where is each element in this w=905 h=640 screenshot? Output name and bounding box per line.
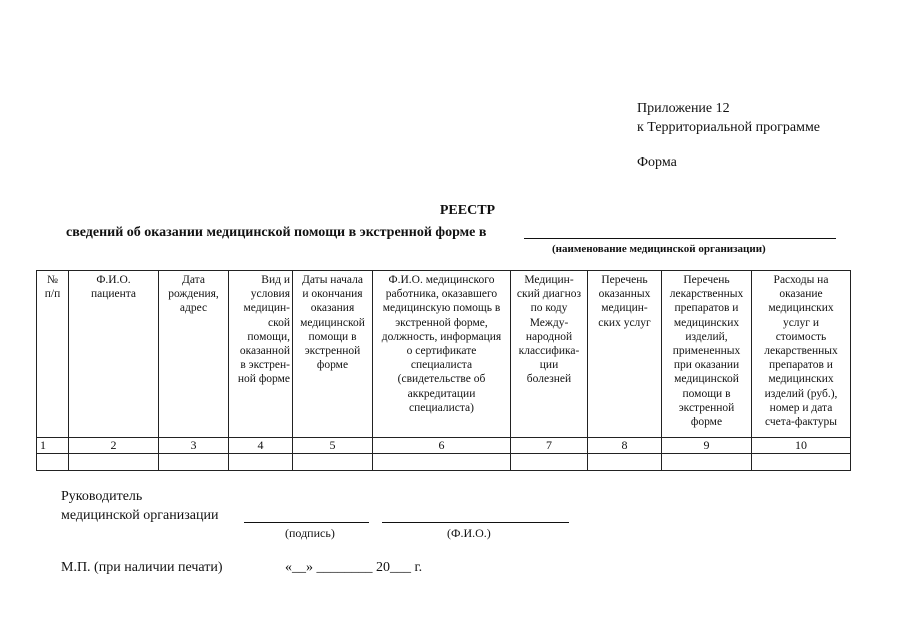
header-text-line: экстренной xyxy=(304,345,361,358)
header-text-line: форме xyxy=(316,359,349,372)
header-text-line: изделий, xyxy=(685,330,728,343)
empty-cell xyxy=(293,454,373,471)
header-text-line: медицин- xyxy=(601,302,648,315)
header-text-line: лекарственных xyxy=(669,288,744,301)
header-text-line: помощи в xyxy=(682,387,731,400)
empty-cell xyxy=(662,454,752,471)
header-text-line: Медицин- xyxy=(524,274,574,286)
fio-blank xyxy=(382,522,569,523)
header-text-line: работника, оказавшего xyxy=(385,288,498,301)
header-text-line: оказанных xyxy=(598,288,651,301)
header-text-line: форме xyxy=(690,416,723,429)
header-text-line: по коду xyxy=(530,302,568,315)
header-text-line: Расходы на xyxy=(773,274,829,286)
header-cell xyxy=(69,271,159,438)
header-text-line: Перечень xyxy=(683,274,730,286)
fio-caption: (Ф.И.О.) xyxy=(447,526,491,540)
header-text-line: народной xyxy=(525,330,573,343)
header-text-line: медицинских xyxy=(768,302,834,315)
header-text-line: рождения, xyxy=(168,288,219,301)
header-text-line: классифика- xyxy=(518,345,580,358)
header-text-line: помощи, xyxy=(247,330,290,343)
header-text-line: ции xyxy=(539,359,559,372)
header-cell xyxy=(293,271,373,438)
column-number-cell: 1 xyxy=(37,438,69,454)
header-text-line: примененных xyxy=(672,345,741,358)
header-text-line: экстренной xyxy=(678,401,735,414)
empty-data-row xyxy=(37,454,851,471)
header-text-line: Дата xyxy=(182,274,205,286)
stamp-label: М.П. (при наличии печати) xyxy=(61,560,223,575)
header-text-line: помощи в xyxy=(308,330,357,343)
header-text-line: оказанной xyxy=(239,345,290,358)
column-number-cell: 7 xyxy=(511,438,588,454)
column-number-cell: 6 xyxy=(373,438,511,454)
header-text-line: (свидетельстве об xyxy=(397,373,486,386)
header-text-line: оказание xyxy=(779,288,823,301)
header-text-line: Вид и xyxy=(261,274,290,286)
column-number-cell: 10 xyxy=(752,438,851,454)
header-text-line: ской xyxy=(267,316,290,329)
header-text-line: номер и дата xyxy=(769,401,833,414)
header-text-line: ной форме xyxy=(237,373,290,386)
header-text-line: препаратов и xyxy=(769,359,833,372)
header-text-line: Между- xyxy=(529,316,569,329)
header-text-line: изделий (руб.), xyxy=(764,387,838,400)
header-text-line: лекарственных xyxy=(764,345,838,358)
header-text-line: и окончания xyxy=(302,288,363,301)
header-cell xyxy=(511,271,588,438)
header-text-line: Ф.И.О. xyxy=(96,274,131,286)
header-text-line: счета-фактуры xyxy=(765,416,837,429)
header-text-line: специалиста) xyxy=(409,401,474,414)
header-text-line: медицин- xyxy=(243,302,290,315)
column-number-cell: 5 xyxy=(293,438,373,454)
organization-name-blank xyxy=(524,238,836,239)
signature-caption: (подпись) xyxy=(285,526,335,540)
header-text-line: в экстрен- xyxy=(240,359,290,372)
column-number-cell: 2 xyxy=(69,438,159,454)
header-cell xyxy=(229,271,293,438)
header-text-line: Ф.И.О. медицинского xyxy=(388,274,495,286)
header-cell xyxy=(752,271,851,438)
header-text-line: экстренной форме, xyxy=(395,316,488,329)
empty-cell xyxy=(69,454,159,471)
date-blank: «__» ________ 20___ г. xyxy=(285,560,423,575)
appendix-reference: к Территориальной программе xyxy=(637,120,821,135)
head-label-organization: медицинской организации xyxy=(61,508,219,523)
header-text-line: ский диагноз xyxy=(516,288,582,301)
header-text-line: болезней xyxy=(526,373,572,386)
document-title: РЕЕСТР xyxy=(439,203,496,218)
header-text-line: стоимость xyxy=(775,330,827,343)
header-text-line: медицинскую помощь в xyxy=(382,302,501,315)
header-text-line: должность, информация xyxy=(381,330,502,343)
form-label: Форма xyxy=(637,155,677,170)
header-cell xyxy=(588,271,662,438)
header-cell xyxy=(373,271,511,438)
header-cell xyxy=(662,271,752,438)
column-number-cell: 3 xyxy=(159,438,229,454)
column-number-cell: 4 xyxy=(229,438,293,454)
appendix-number: Приложение 12 xyxy=(637,101,730,116)
organization-caption: (наименование медицинской организации) xyxy=(552,243,766,255)
header-text-line: аккредитации xyxy=(407,387,476,400)
empty-cell xyxy=(373,454,511,471)
header-text-line: специалиста xyxy=(410,359,473,372)
header-text-line: медицинской xyxy=(674,373,739,386)
header-text-line: Перечень xyxy=(601,274,648,286)
header-text-line: ских услуг xyxy=(598,316,651,329)
header-text-line: Даты начала xyxy=(302,274,363,286)
signature-blank xyxy=(244,522,369,523)
header-text-line: п/п xyxy=(44,288,61,301)
empty-cell xyxy=(159,454,229,471)
empty-cell xyxy=(37,454,69,471)
header-text-line: медицинской xyxy=(300,316,365,329)
document-subtitle: сведений об оказании медицинской помощи в экстренной форме в xyxy=(66,225,487,240)
header-text-line: пациента xyxy=(90,288,137,301)
column-number-cell: 8 xyxy=(588,438,662,454)
empty-cell xyxy=(752,454,851,471)
empty-cell xyxy=(588,454,662,471)
register-table xyxy=(36,270,851,471)
head-label: Руководитель xyxy=(61,489,143,504)
header-text-line: при оказании xyxy=(673,359,740,372)
header-text-line: о сертификате xyxy=(406,345,477,358)
header-text-line: медицинских xyxy=(673,316,740,329)
table-header-row xyxy=(37,271,851,438)
header-text-line: медицинских xyxy=(768,373,834,386)
empty-cell xyxy=(511,454,588,471)
header-text-line: № xyxy=(47,274,58,286)
header-text-line: оказания xyxy=(310,302,355,315)
header-cell xyxy=(37,271,69,438)
header-cell xyxy=(159,271,229,438)
empty-cell xyxy=(229,454,293,471)
column-number-cell: 9 xyxy=(662,438,752,454)
header-text-line: услуг и xyxy=(782,316,820,329)
column-number-row xyxy=(37,438,851,454)
header-text-line: условия xyxy=(250,288,290,301)
header-text-line: адрес xyxy=(179,302,208,315)
header-text-line: препаратов и xyxy=(674,302,739,315)
